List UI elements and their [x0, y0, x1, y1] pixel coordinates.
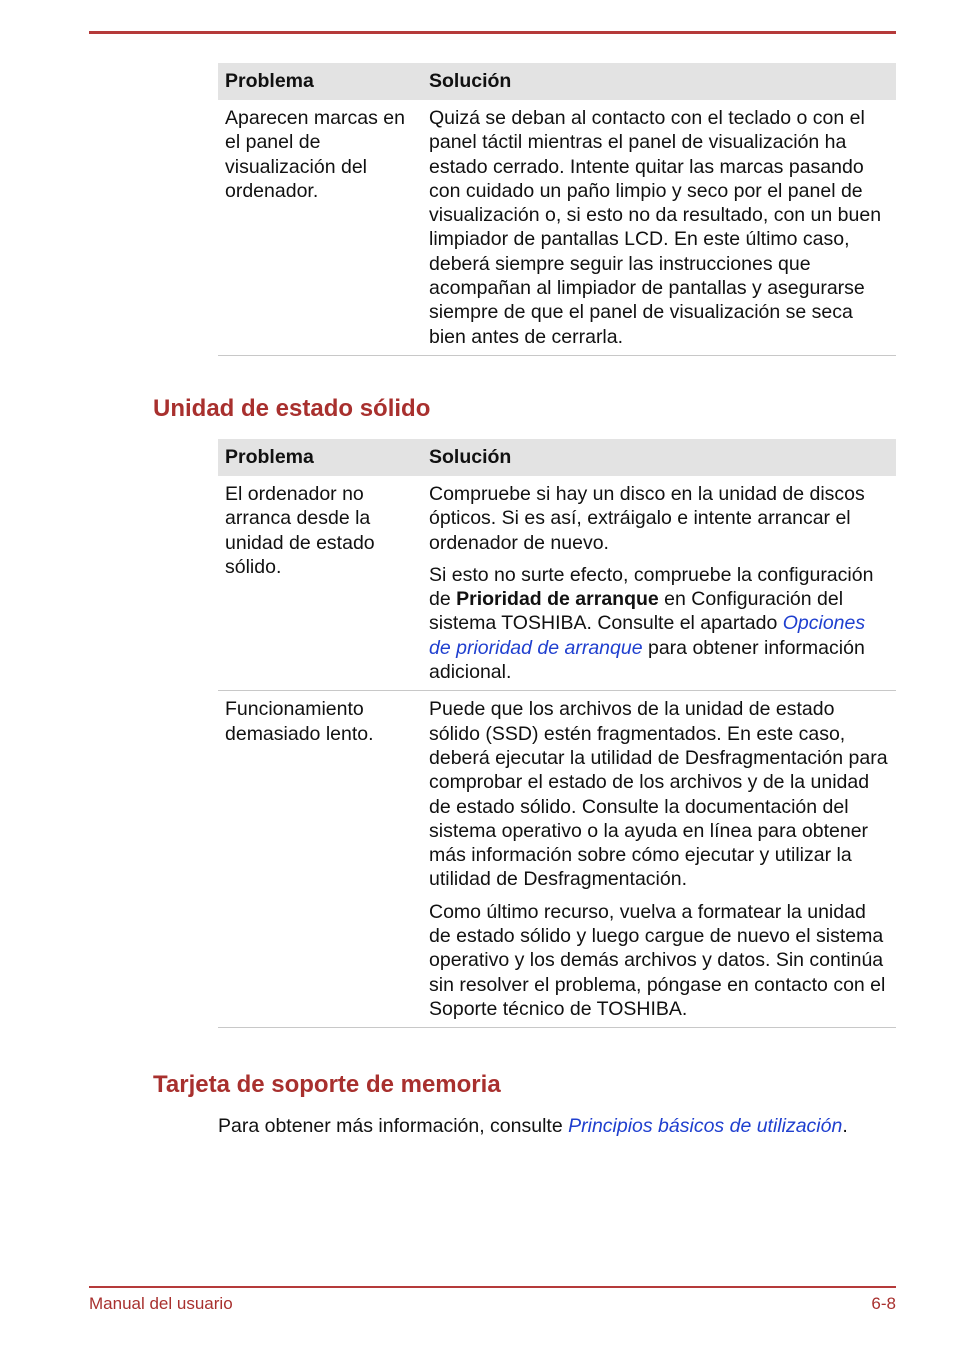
column-header-problem: Problema	[218, 439, 422, 476]
troubleshooting-table-ssd	[218, 439, 896, 1028]
solution-paragraph	[429, 563, 889, 684]
footer-manual-title: Manual del usuario	[89, 1294, 233, 1313]
solution-text: para obtener información adicional.	[429, 636, 865, 684]
column-header-solution: Solución	[422, 63, 896, 100]
paragraph-text: .	[842, 1115, 848, 1137]
basic-principles-link[interactable]: Principios básicos de utilización	[568, 1115, 843, 1137]
solution-cell: Quizá se deban al contacto con el teclado o con el panel táctil mientras el panel de visualización ha estado cerrado. Intente quitar las marcas pasando con cuidado un paño limpio y seco por el panel de visualización o, si esto no da resultado, con un buen limpiador de pantallas LCD. En este último caso, deberá siempre seguir las instrucciones que acompañan al limpiador de pantallas y asegurarse siempre de que el panel de visualización se seca bien antes de cerrarla.	[422, 100, 896, 355]
solution-paragraph: Puede que los archivos de la unidad de estado sólido (SSD) estén fragmentados. En este caso, deberá ejecutar la utilidad de Desfragmentación para comprobar el estado de los archivos y de la unidad de estado sólido. Consulte la documentación del sistema operativo o la ayuda en línea para obtener más información sobre cómo ejecutar y utilizar la utilidad de Desfragmentación.	[429, 698, 888, 891]
table-header-row	[218, 63, 896, 100]
table-row	[218, 691, 896, 1028]
section-heading-memory-card: Tarjeta de soporte de memoria	[153, 1071, 501, 1098]
problem-cell: Aparecen marcas en el panel de visualización del ordenador.	[218, 100, 422, 355]
solution-paragraph: Compruebe si hay un disco en la unidad de discos ópticos. Si es así, extráigalo e intente arrancar el ordenador de nuevo.	[429, 483, 865, 554]
table-row	[218, 476, 896, 691]
troubleshooting-table-display	[218, 63, 896, 356]
solution-paragraph: Como último recurso, vuelva a formatear la unidad de estado sólido y luego cargue de nuevo el sistema operativo y los demás archivos y datos. Sin continúa sin resolver el problema, póngase en contacto con el Soporte técnico de TOSHIBA.	[429, 900, 886, 1020]
bottom-rule	[89, 1286, 896, 1288]
memory-card-paragraph	[218, 1114, 848, 1138]
boot-priority-options-link[interactable]: Opciones de prioridad de arranque	[429, 612, 866, 659]
table-row	[218, 100, 896, 355]
solution-cell	[422, 691, 896, 1028]
table-header-row	[218, 439, 896, 476]
problem-cell: El ordenador no arranca desde la unidad de estado sólido.	[218, 476, 422, 691]
solution-text: Si esto no surte efecto, compruebe la configuración de	[429, 563, 874, 611]
problem-cell: Funcionamiento demasiado lento.	[218, 691, 422, 1028]
solution-cell	[422, 476, 896, 691]
footer-page-number: 6-8	[871, 1294, 896, 1313]
boot-priority-term: Prioridad de arranque	[456, 588, 659, 611]
column-header-solution: Solución	[422, 439, 896, 476]
solution-text: en Configuración del sistema TOSHIBA. Consulte el apartado	[429, 588, 844, 635]
column-header-problem: Problema	[218, 63, 422, 100]
section-heading-ssd: Unidad de estado sólido	[153, 395, 431, 422]
top-rule	[89, 31, 896, 34]
paragraph-text: Para obtener más información, consulte	[218, 1115, 569, 1137]
